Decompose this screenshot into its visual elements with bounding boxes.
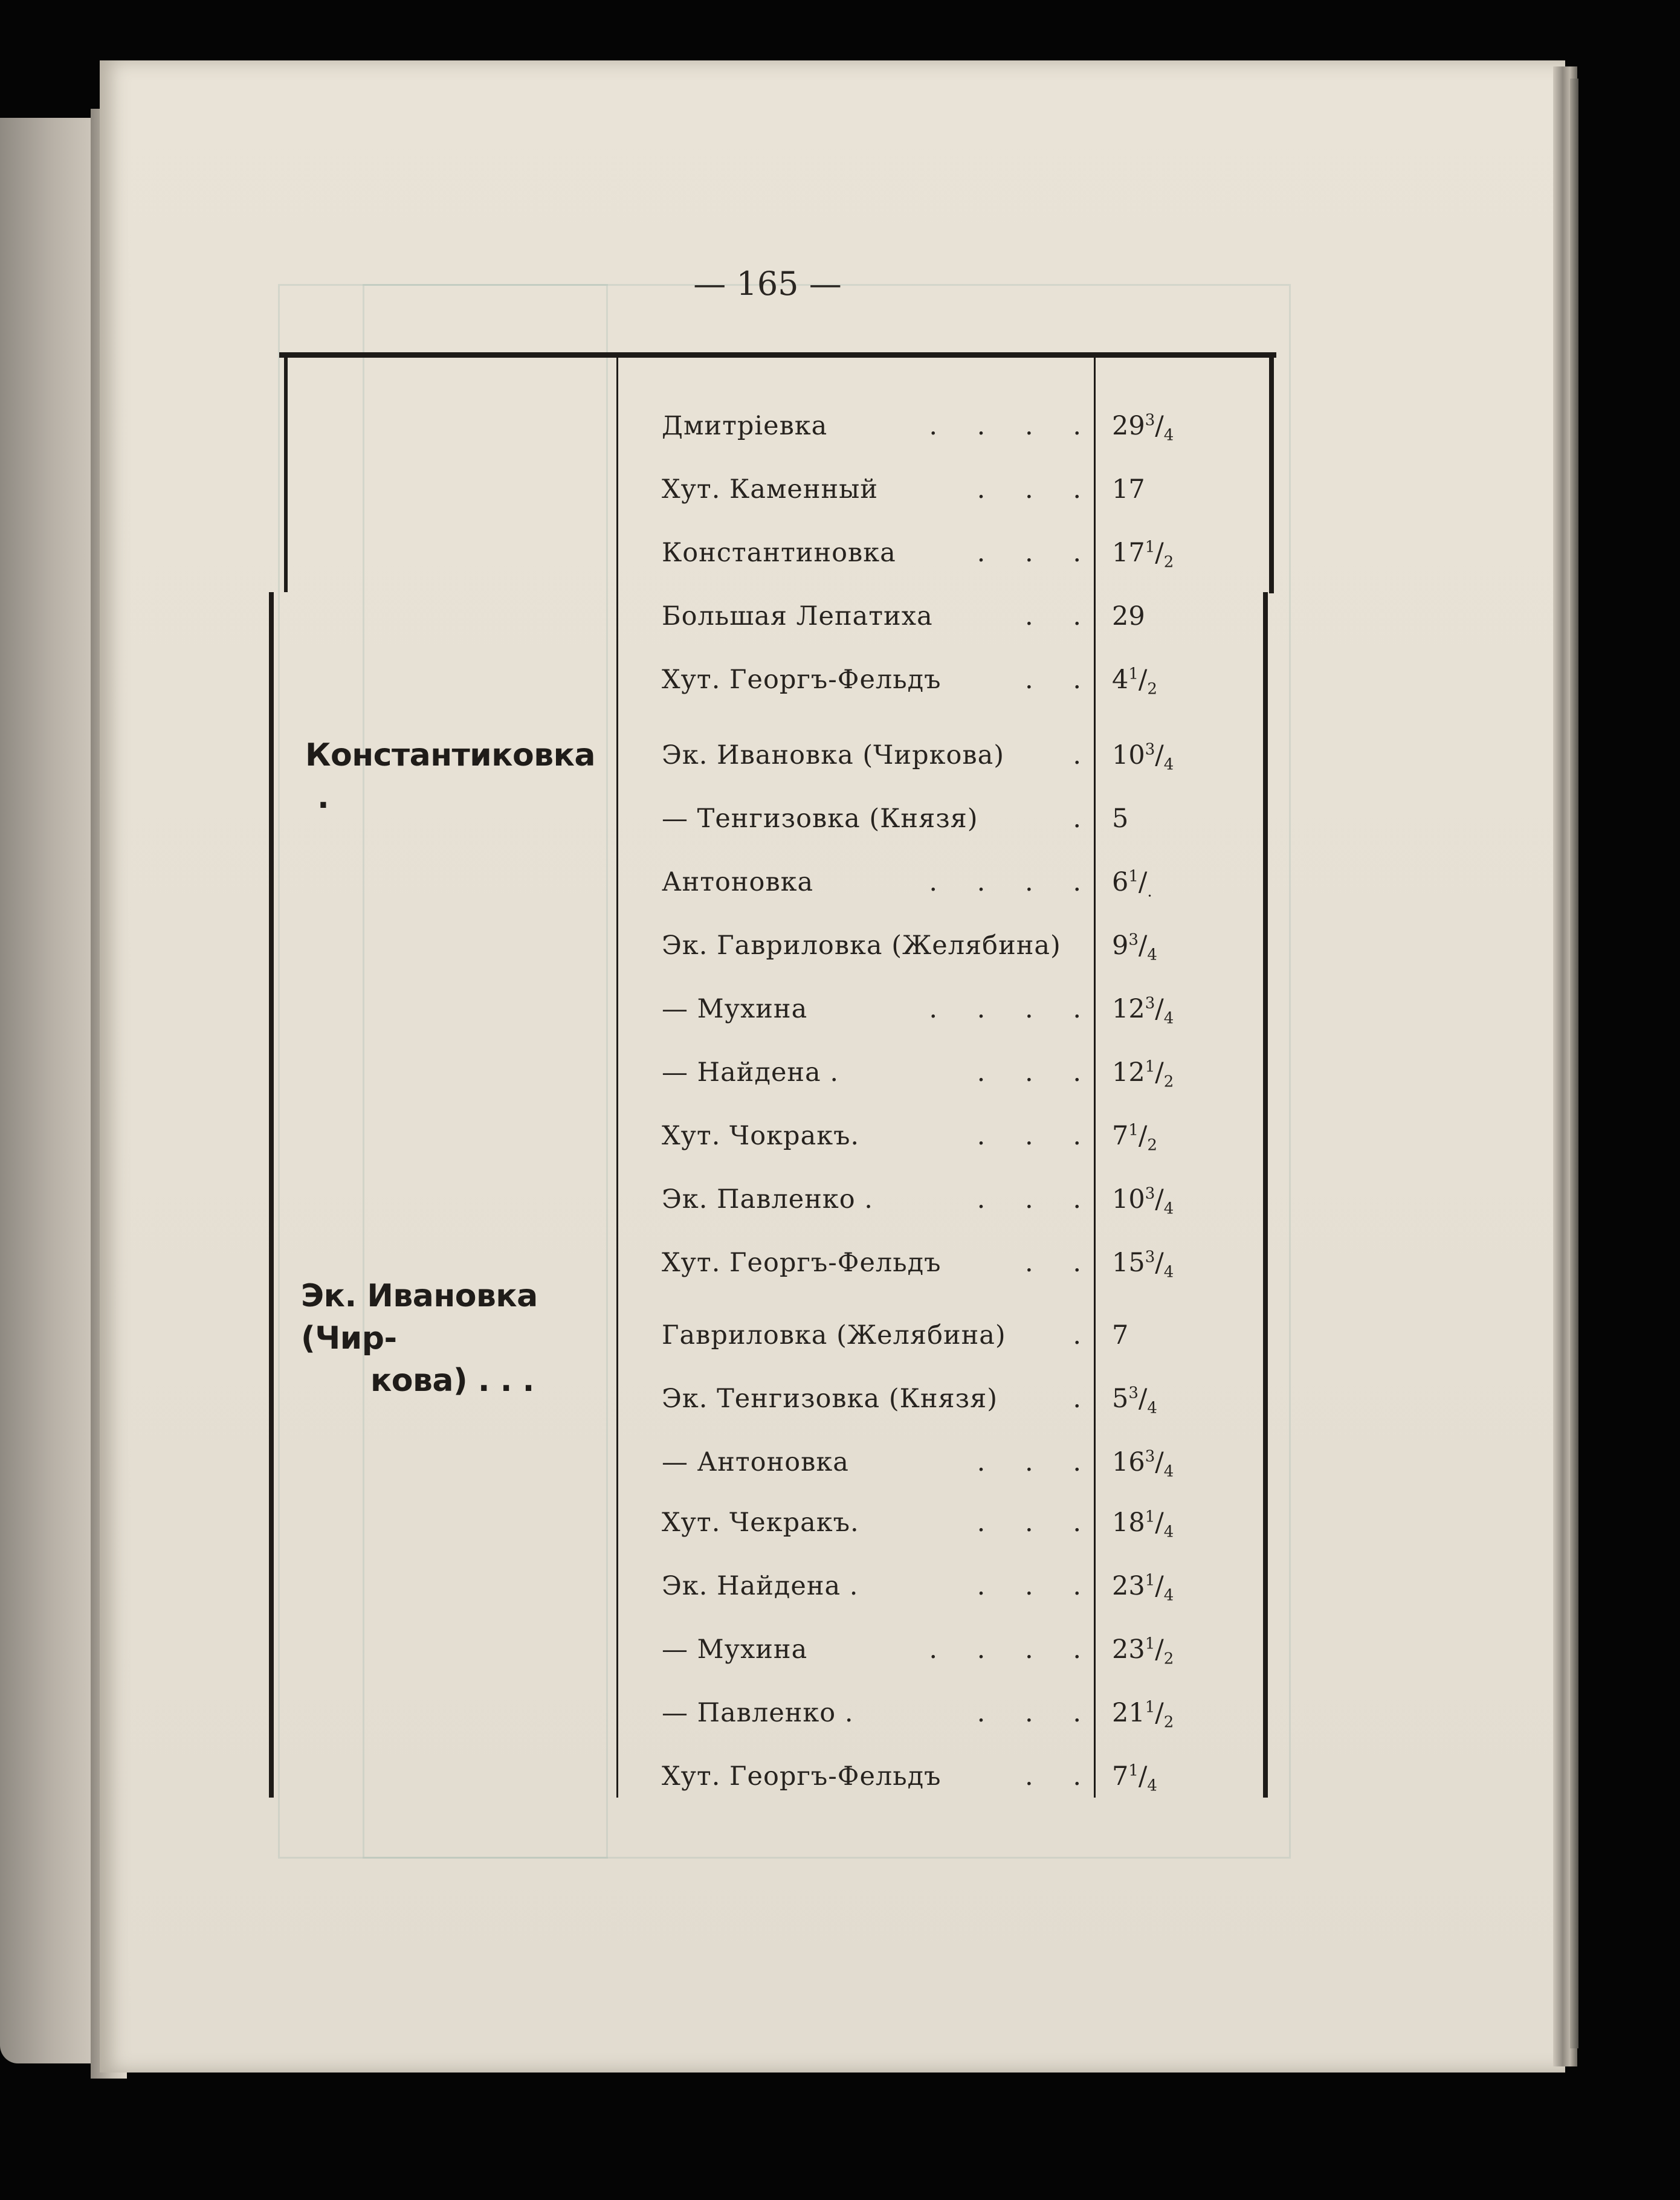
leader-dots: .	[1073, 740, 1097, 770]
fraction-numerator: 1	[1128, 665, 1139, 683]
distance-whole: 6	[1112, 867, 1129, 897]
fraction-denominator: 4	[1147, 1776, 1157, 1795]
leader-dots: . . .	[977, 538, 1097, 568]
distance-whole: 23	[1112, 1634, 1145, 1665]
section-label-line: Константиковка	[305, 737, 596, 773]
distance-value	[1112, 601, 1145, 631]
place-name: Эк. Гавриловка (Желябина)	[662, 931, 1061, 961]
distance-value: $6^1/_.$	[1112, 867, 1152, 901]
place-name: Эк. Найдена .	[662, 1571, 859, 1601]
leader-dots: . . . .	[929, 867, 1097, 897]
leader-dots: . . . .	[929, 411, 1097, 441]
table-row	[662, 867, 1206, 921]
place-name: Хут. Георгъ-Фельдъ	[662, 1248, 942, 1278]
distance-value: $29^3/_4$	[1112, 411, 1174, 445]
distance-whole: 7	[1112, 1320, 1129, 1350]
table-row	[662, 1761, 1206, 1816]
leader-dots: . . .	[977, 1447, 1097, 1477]
table-row	[662, 1121, 1206, 1175]
place-name: Хут. Георгъ-Фельдъ	[662, 1761, 942, 1792]
place-name: Константиновка	[662, 538, 896, 568]
distance-value: $4^1/_2$	[1112, 665, 1157, 698]
leader-dots: .	[1073, 1320, 1097, 1350]
place-name: Большая Лепатиха	[662, 601, 933, 631]
bleed-through-column	[363, 284, 608, 1859]
table-left-rule-lower	[269, 592, 274, 1798]
column-divider-rule	[616, 358, 618, 1798]
distance-whole: 4	[1112, 665, 1129, 695]
leader-dots: .	[1073, 1384, 1097, 1414]
distance-value	[1112, 474, 1145, 505]
fraction-numerator: 1	[1145, 1634, 1155, 1653]
distance-whole: 5	[1112, 804, 1129, 834]
table-row	[662, 931, 1206, 985]
table-row	[662, 1384, 1206, 1438]
section-label-line: Эк. Ивановка (Чир-	[301, 1278, 538, 1356]
leader-dots: . .	[1024, 665, 1097, 695]
distance-value: $9^3/_4$	[1112, 931, 1157, 964]
distance-value: $15^3/_4$	[1112, 1248, 1174, 1282]
fraction-denominator: 2	[1163, 1713, 1174, 1732]
table-left-rule-upper	[284, 356, 288, 592]
fraction-numerator: 1	[1128, 1761, 1139, 1780]
section-label-ivanovka	[301, 1275, 615, 1402]
distance-value: $23^1/_2$	[1112, 1634, 1174, 1668]
distance-value	[1112, 804, 1128, 834]
section-label-konstantinovka	[305, 734, 619, 819]
distance-whole: 9	[1112, 931, 1129, 961]
distance-value: $10^3/_4$	[1112, 740, 1174, 774]
fraction-denominator: 4	[1163, 1462, 1174, 1481]
fraction-numerator: 3	[1145, 740, 1155, 759]
leader-dots: . . .	[977, 474, 1097, 505]
place-name: — Антоновка	[662, 1447, 849, 1477]
fraction-denominator: 2	[1163, 1073, 1174, 1091]
distance-whole: 7	[1112, 1761, 1129, 1792]
distance-value: $7^1/_4$	[1112, 1761, 1157, 1795]
distance-whole: 29	[1112, 411, 1145, 441]
table-row	[662, 1698, 1206, 1752]
leader-dots: . . .	[977, 1698, 1097, 1728]
fraction-denominator: 4	[1163, 1263, 1174, 1282]
fraction-denominator: 4	[1163, 1009, 1174, 1028]
place-name: Эк. Павленко .	[662, 1184, 873, 1215]
place-name: — Тенгизовка (Князя)	[662, 804, 978, 834]
table-row	[662, 1057, 1206, 1112]
distance-value: $21^1/_2$	[1112, 1698, 1174, 1732]
fraction-numerator: 3	[1145, 1447, 1155, 1466]
table-row	[662, 601, 1206, 656]
fraction-numerator: 3	[1128, 1384, 1139, 1402]
fraction-numerator: 1	[1145, 1508, 1155, 1526]
distance-whole: 29	[1112, 601, 1145, 631]
table-row	[662, 1447, 1206, 1502]
distance-whole: 10	[1112, 740, 1145, 770]
place-name: Хут. Георгъ-Фельдъ	[662, 665, 942, 695]
table-row	[662, 1248, 1206, 1302]
distance-whole: 18	[1112, 1508, 1145, 1538]
place-name: Хут. Каменный	[662, 474, 879, 505]
fraction-numerator: 1	[1145, 1698, 1155, 1717]
leader-dots: . . .	[977, 1121, 1097, 1151]
fraction-denominator: 2	[1147, 680, 1157, 698]
distance-value: $7^1/_2$	[1112, 1121, 1157, 1155]
place-name: Антоновка	[662, 867, 814, 897]
place-name: — Мухина	[662, 994, 808, 1024]
table-row	[662, 740, 1206, 795]
page-edge-shadow	[1570, 79, 1578, 2048]
fraction-numerator: 3	[1145, 411, 1155, 430]
distance-whole: 10	[1112, 1184, 1145, 1215]
leader-dots: . . .	[977, 1184, 1097, 1215]
leader-dots: .	[1073, 804, 1097, 834]
leader-dots: . . .	[977, 1571, 1097, 1601]
table-row	[662, 411, 1206, 465]
distance-value	[1112, 1320, 1128, 1350]
place-name: Дмитріевка	[662, 411, 828, 441]
distance-whole: 12	[1112, 994, 1145, 1024]
table-row	[662, 804, 1206, 858]
table-row	[662, 994, 1206, 1048]
distance-whole: 15	[1112, 1248, 1145, 1278]
table-row	[662, 1184, 1206, 1239]
fraction-numerator: 1	[1128, 1121, 1139, 1140]
distance-value: $5^3/_4$	[1112, 1384, 1157, 1418]
distance-whole: 17	[1112, 474, 1145, 505]
place-name: Хут. Чекракъ.	[662, 1508, 859, 1538]
distance-whole: 23	[1112, 1571, 1145, 1601]
leader-dots: . .	[1024, 1248, 1097, 1278]
fraction-numerator: 1	[1128, 867, 1139, 886]
table-row	[662, 1634, 1206, 1689]
distance-value: $17^1/_2$	[1112, 538, 1174, 572]
section-label-dot: .	[317, 779, 329, 816]
distance-value: $23^1/_4$	[1112, 1571, 1174, 1605]
place-name: — Найдена .	[662, 1057, 839, 1088]
distance-value: $18^1/_4$	[1112, 1508, 1174, 1541]
table-row	[662, 665, 1206, 719]
fraction-numerator: 3	[1145, 1184, 1155, 1203]
fraction-numerator: 1	[1145, 1057, 1155, 1076]
table-row	[662, 1320, 1206, 1375]
leader-dots: . . . .	[929, 994, 1097, 1024]
fraction-denominator: 4	[1163, 1199, 1174, 1218]
leader-dots: . . . .	[929, 1634, 1097, 1665]
table-top-rule	[279, 352, 1276, 358]
fraction-denominator: 4	[1163, 1586, 1174, 1605]
place-name: — Павленко .	[662, 1698, 854, 1728]
place-name: — Мухина	[662, 1634, 808, 1665]
place-name: Эк. Тенгизовка (Князя)	[662, 1384, 998, 1414]
distance-whole: 21	[1112, 1698, 1145, 1728]
fraction-numerator: 3	[1128, 931, 1139, 949]
fraction-denominator: 4	[1163, 1523, 1174, 1541]
place-name: Эк. Ивановка (Чиркова)	[662, 740, 1004, 770]
distance-whole: 5	[1112, 1384, 1129, 1414]
fraction-denominator: 2	[1147, 1136, 1157, 1155]
leader-dots: . .	[1024, 601, 1097, 631]
leader-dots: . . .	[977, 1057, 1097, 1088]
fraction-numerator: 1	[1145, 538, 1155, 556]
distance-value: $12^1/_2$	[1112, 1057, 1174, 1091]
table-row	[662, 474, 1206, 529]
distance-value: $10^3/_4$	[1112, 1184, 1174, 1218]
distance-whole: 16	[1112, 1447, 1145, 1477]
fraction-numerator: 3	[1145, 994, 1155, 1013]
fraction-denominator: .	[1147, 882, 1152, 901]
distance-whole: 17	[1112, 538, 1145, 568]
place-name: Гавриловка (Желябина)	[662, 1320, 1006, 1350]
place-name: Хут. Чокракъ.	[662, 1121, 860, 1151]
fraction-denominator: 4	[1163, 755, 1174, 774]
table-row	[662, 1508, 1206, 1562]
leader-dots: . . .	[977, 1508, 1097, 1538]
table-row	[662, 1571, 1206, 1625]
distance-whole: 12	[1112, 1057, 1145, 1088]
fraction-denominator: 2	[1163, 1650, 1174, 1668]
fraction-numerator: 1	[1145, 1571, 1155, 1590]
section-label-line: кова) . . .	[370, 1363, 534, 1399]
distance-whole: 7	[1112, 1121, 1129, 1151]
table-row	[662, 538, 1206, 592]
fraction-denominator: 4	[1163, 426, 1174, 445]
page-number: — 165 —	[693, 265, 842, 303]
distance-value: $12^3/_4$	[1112, 994, 1174, 1028]
leader-dots: . .	[1024, 1761, 1097, 1792]
table-right-rule-upper	[1269, 358, 1274, 593]
fraction-denominator: 4	[1147, 1399, 1157, 1418]
fraction-denominator: 2	[1163, 553, 1174, 572]
fraction-numerator: 3	[1145, 1248, 1155, 1266]
table-right-rule-lower	[1263, 592, 1268, 1798]
fraction-denominator: 4	[1147, 946, 1157, 964]
distance-value: $16^3/_4$	[1112, 1447, 1174, 1481]
